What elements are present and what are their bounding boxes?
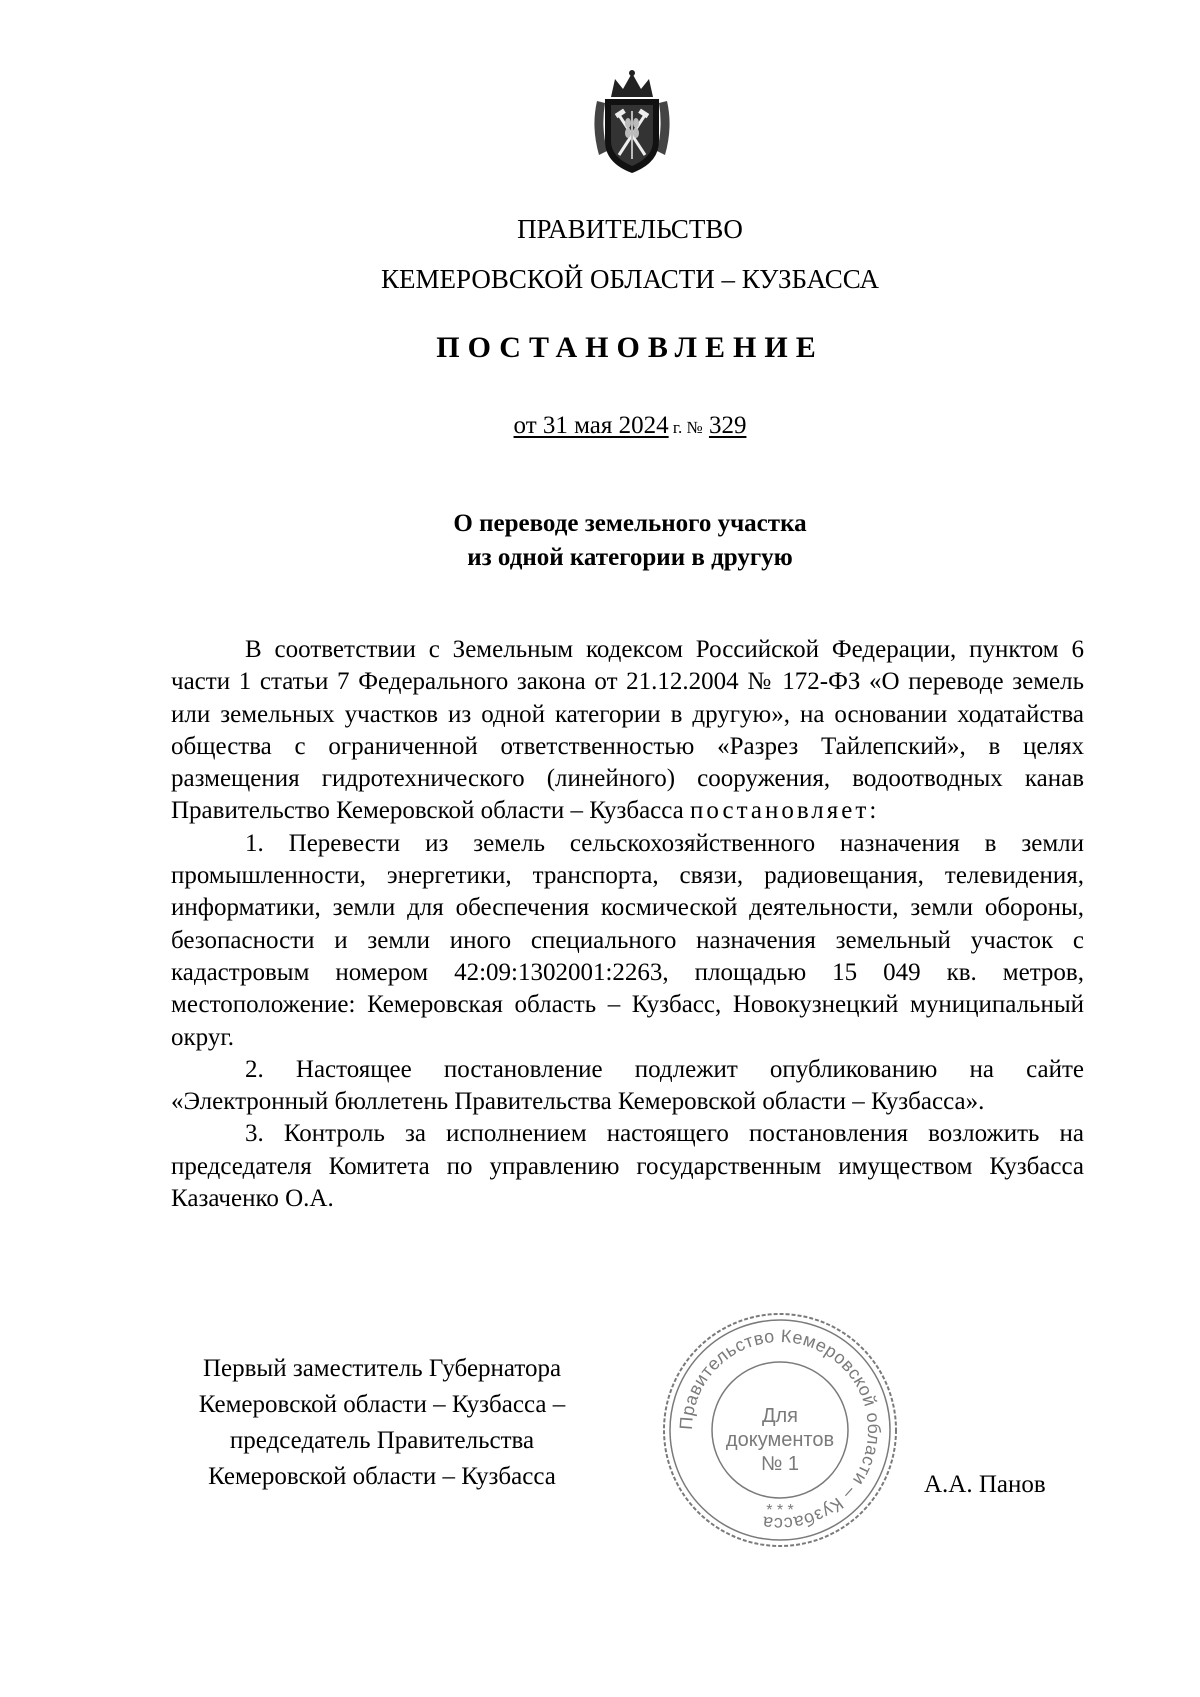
stamp-center-line2: документов — [725, 1429, 835, 1451]
official-stamp — [660, 1310, 900, 1550]
document-type: ПОСТАНОВЛЕНИЕ — [436, 331, 824, 364]
stamp-ring-textpath: Правительство Кемеровской области – Кузбасса — [675, 1325, 885, 1535]
signatory-title-line2: Кемеровской области – Кузбасса – — [198, 1391, 566, 1418]
item-2: 2. Настоящее постановление подлежит опубликованию на сайте «Электронный бюллетень Правительства Кемеровской области – Кузбасса». — [171, 1055, 1084, 1116]
signatory-title-line3: председатель Правительства — [229, 1427, 535, 1454]
preamble-text: В соответствии с Земельным кодексом Российской Федерации, пунктом 6 части 1 статьи 7 Федерального закона от 21.12.2004 № 172-ФЗ «О переводе земель или земельных участков из одной категории в другую», на основании ходатайства общества с ограниченной ответственностью «Разрез Тайлепский», в целях размещения гидротехнического (линейного) сооружения, водоотводных канав Правительство Кемеровской области – Кузбасса — [171, 636, 1084, 825]
item-3: 3. Контроль за исполнением настоящего постановления возложить на председателя Комитета по управлению государственным имуществом Кузбасса Казаченко О.А. — [171, 1120, 1084, 1213]
document-number: 329 — [708, 412, 747, 439]
signatory-title-line1: Первый заместитель Губернатора — [202, 1355, 562, 1382]
coat-of-arms-icon — [589, 67, 675, 177]
stamp-center-line3: № 1 — [760, 1453, 800, 1475]
item-1: 1. Перевести из земель сельскохозяйственного назначения в земли промышленности, энергетики, транспорта, связи, радиовещания, телевидения, информатики, земли для обеспечения космической деятельности, земли обороны, безопасности и земли иного специального назначения земельный участок с кадастровым номером 42:09:1302001:2263, площадью 15 049 кв. метров, местоположение: Кемеровская область – Кузбасс, Новокузнецкий муниципальный округ. — [171, 829, 1084, 1051]
organization-name-line2: КЕМЕРОВСКОЙ ОБЛАСТИ – КУЗБАССА — [381, 264, 879, 294]
stamp-center-line1: Для — [761, 1405, 799, 1427]
decree-colon: : — [869, 797, 877, 825]
number-sign: № — [686, 418, 703, 437]
signatory-title-line4: Кемеровской области – Кузбасса — [208, 1463, 556, 1490]
organization-name-line1: ПРАВИТЕЛЬСТВО — [517, 214, 743, 244]
date-number-line — [0, 411, 1200, 443]
subject-line1: О переводе земельного участка — [453, 510, 807, 537]
signatory-name: А.А. Панов — [924, 1471, 1046, 1498]
document-body — [171, 634, 1084, 1215]
year-suffix: г. — [668, 418, 687, 437]
decree-word: постановляет — [690, 797, 870, 825]
document-date: от 31 мая 2024 — [513, 412, 669, 439]
preamble-paragraph — [171, 634, 1084, 828]
stamp-stars: * * * — [766, 1502, 794, 1519]
signatory-title — [172, 1351, 592, 1495]
document-subject — [0, 507, 1200, 575]
subject-line2: из одной категории в другую — [467, 544, 793, 571]
